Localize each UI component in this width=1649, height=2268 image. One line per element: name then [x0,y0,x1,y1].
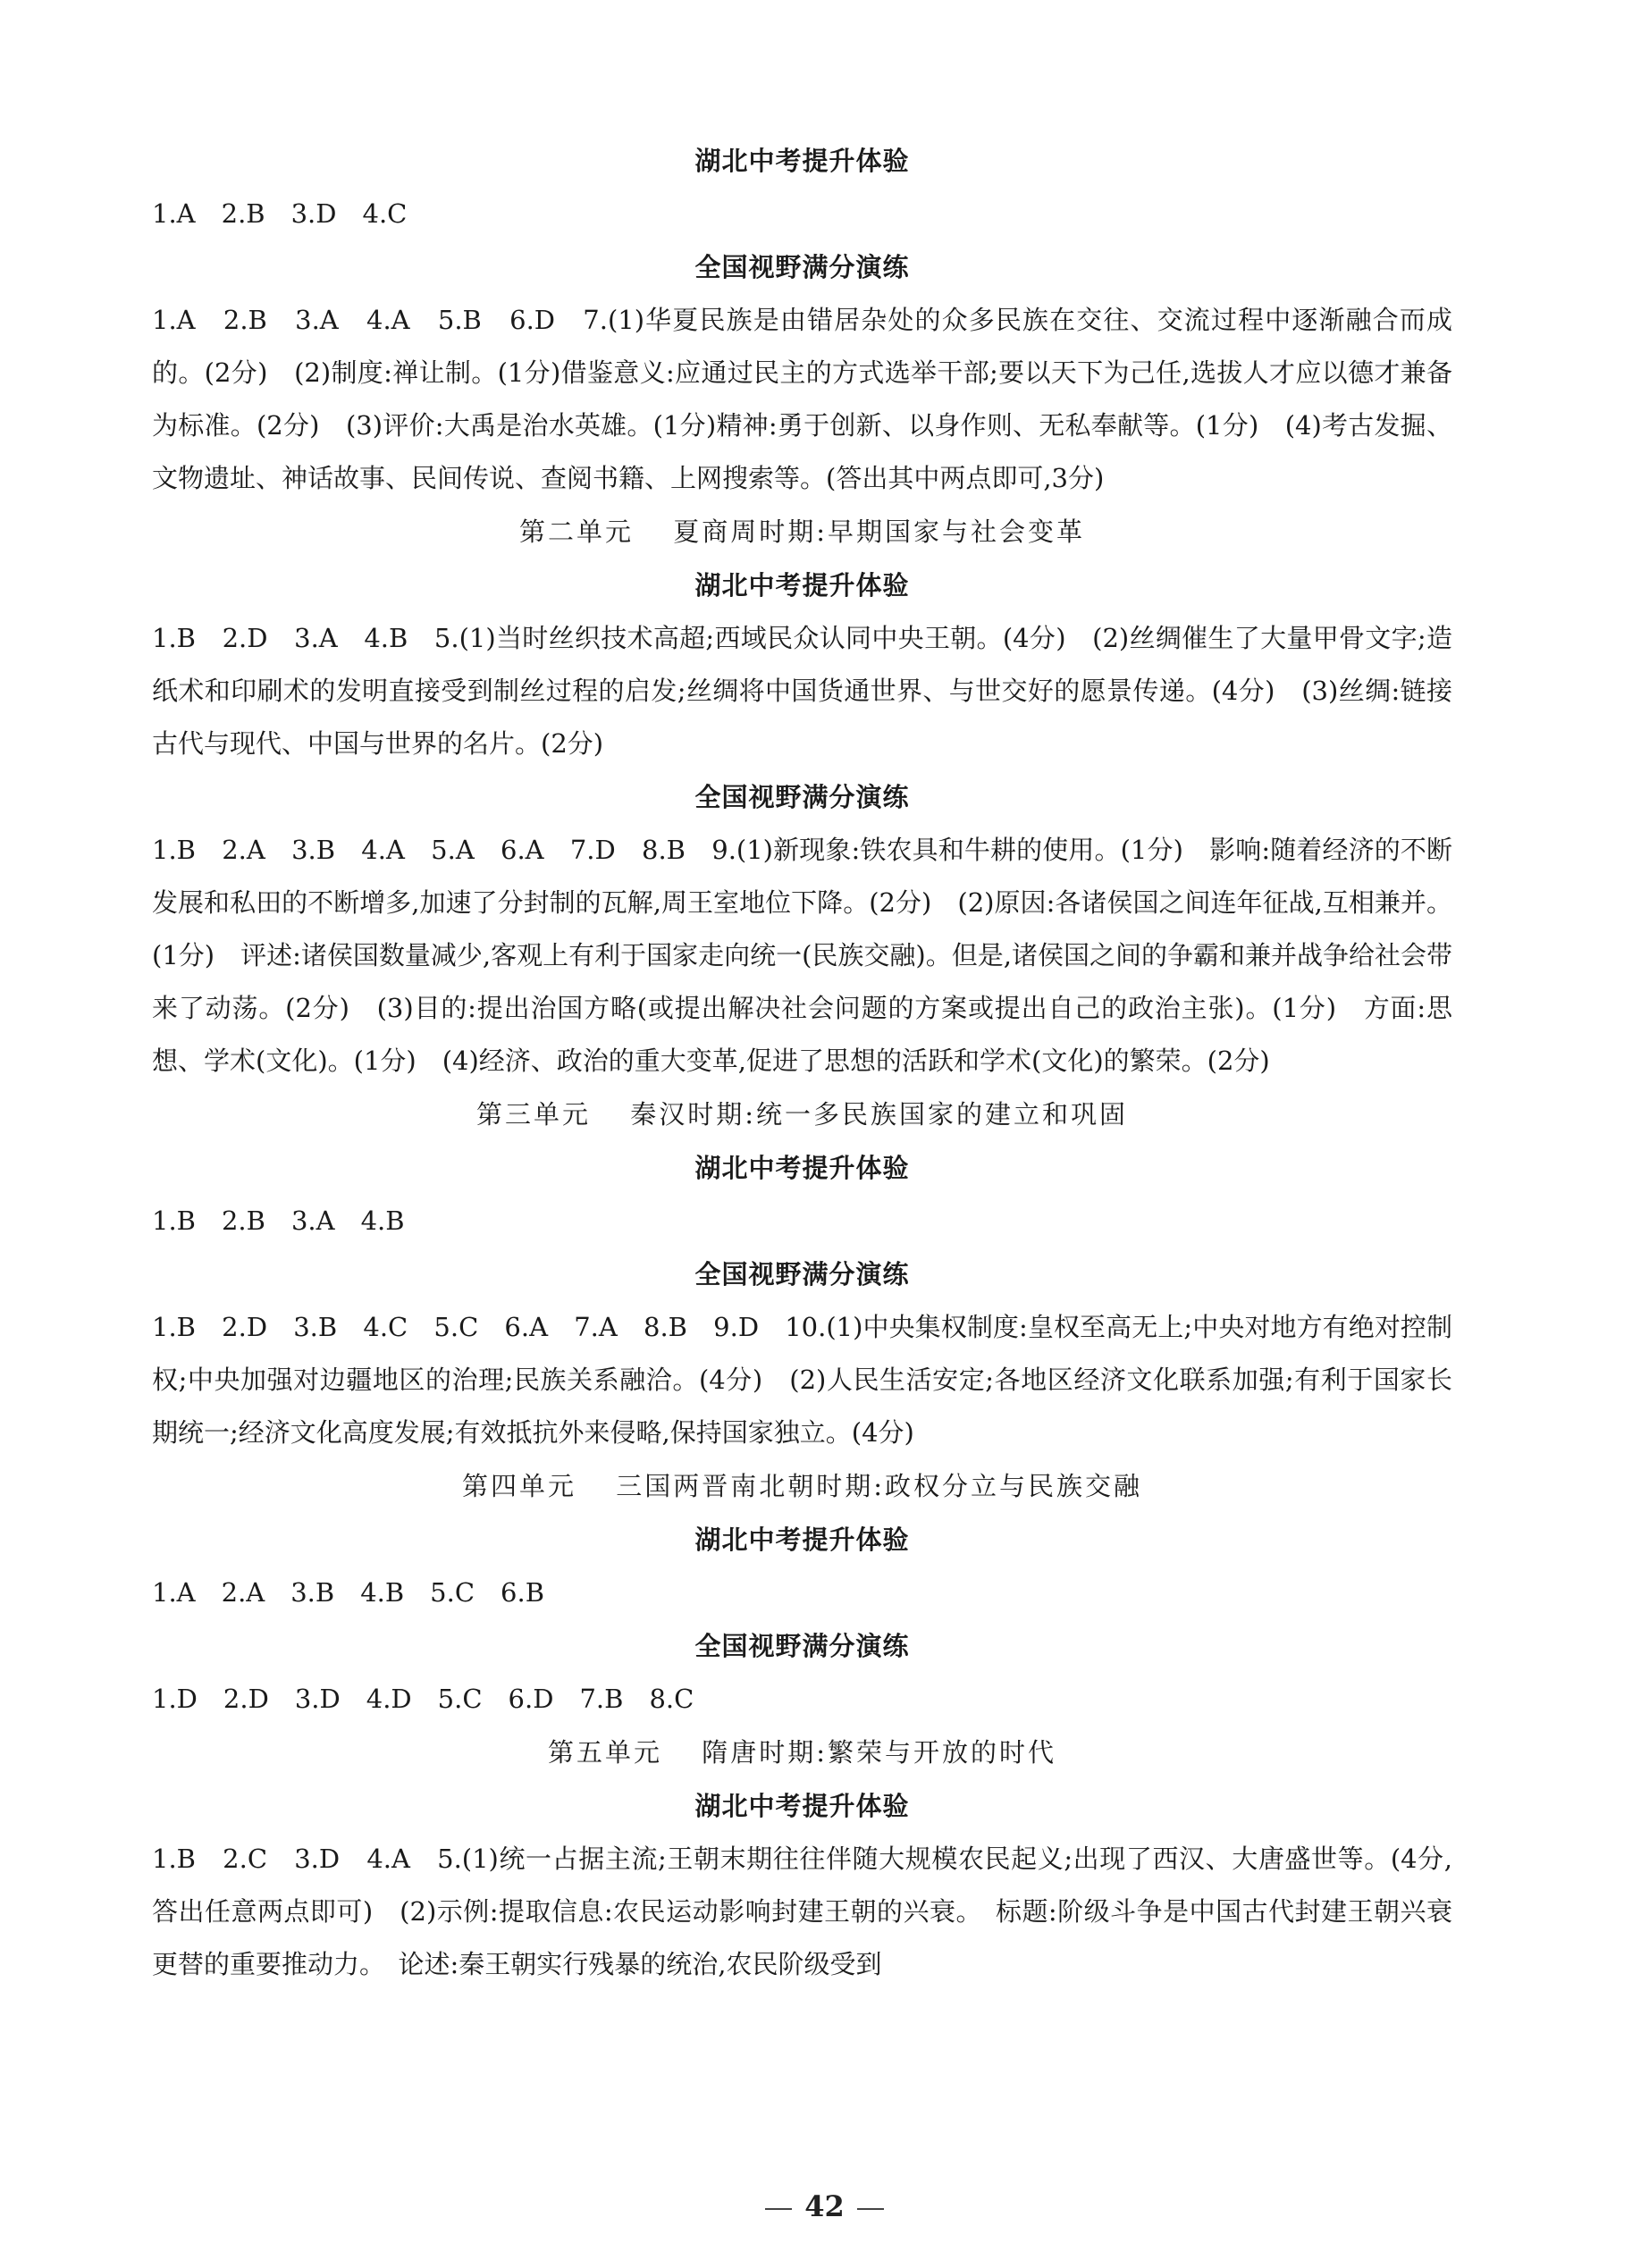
answer-paragraph: 1.B 2.D 3.A 4.B 5.(1)当时丝织技术高超;西域民众认同中央王朝。(4分) (2)丝绸催生了大量甲骨文字;造纸术和印刷术的发明直接受到制丝过程的启发;丝绸将中国货通世界、与世交好的愿景传递。(4分) (3)丝绸:链接古代与现代、中国与世界的名片。(2分) [152,623,1452,759]
page-number: 42 [804,2189,845,2223]
footer-dash-left [765,2208,792,2210]
unit-title: 第三单元 秦汉时期:统一多民族国家的建立和巩固 [476,1099,1128,1130]
answer-paragraph: 1.B 2.D 3.B 4.C 5.C 6.A 7.A 8.B 9.D 10.(1)中央集权制度:皇权至高无上;中央对地方有绝对控制权;中央加强对边疆地区的治理;民族关系融洽。(4分) (2)人民生活安定;各地区经济文化联系加强;有利于国家长期统一;经济文化高度发展;有效抵抗外来侵略,保持国家独立。(4分) [152,1312,1452,1448]
answer-paragraph: 1.B 2.C 3.D 4.A 5.(1)统一占据主流;王朝末期往往伴随大规模农民起义;出现了西汉、大唐盛世等。(4分,答出任意两点即可) (2)示例:提取信息:农民运动影响封建王朝的兴衰。 标题:阶级斗争是中国古代封建王朝兴衰更替的重要推动力。 论述:秦王朝实行残暴的统治,农民阶级受到 [152,1844,1452,1979]
section-heading: 全国视野满分演练 [694,252,910,282]
section-heading: 湖北中考提升体验 [694,570,910,601]
section-heading: 全国视野满分演练 [694,782,910,812]
answer-paragraph: 1.B 2.A 3.B 4.A 5.A 6.A 7.D 8.B 9.(1)新现象:铁农具和牛耕的使用。(1分) 影响:随着经济的不断发展和私田的不断增多,加速了分封制的瓦解,周王室地位下降。(2分) (2)原因:各诸侯国之间连年征战,互相兼并。(1分) 评述:诸侯国数量减少,客观上有利于国家走向统一(民族交融)。但是,诸侯国之间的争霸和兼并战争给社会带来了动荡。(2分) (3)目的:提出治国方略(或提出解决社会问题的方案或提出自己的政治主张)。(1分) 方面:思想、学术(文化)。(1分) (4)经济、政治的重大变革,促进了思想的活跃和学术(文化)的繁荣。(2分) [152,835,1452,1076]
section-heading: 湖北中考提升体验 [694,146,910,176]
page-footer [0,2189,1649,2223]
footer-dash-right [857,2208,884,2210]
section-heading: 湖北中考提升体验 [694,1525,910,1555]
section-heading: 全国视野满分演练 [694,1631,910,1661]
section-heading: 湖北中考提升体验 [694,1153,910,1183]
unit-title: 第二单元 夏商周时期:早期国家与社会变革 [519,517,1085,547]
answer-paragraph: 1.A 2.B 3.A 4.A 5.B 6.D 7.(1)华夏民族是由错居杂处的众多民族在交往、交流过程中逐渐融合而成的。(2分) (2)制度:禅让制。(1分)借鉴意义:应通过民主的方式选举干部;要以天下为己任,选拔人才应以德才兼备为标准。(2分) (3)评价:大禹是治水英雄。(1分)精神:勇于创新、以身作则、无私奉献等。(1分) (4)考古发掘、文物遗址、神话故事、民间传说、查阅书籍、上网搜索等。(答出其中两点即可,3分) [152,305,1452,493]
answer-line: 1.A 2.A 3.B 4.B 5.C 6.B [152,1577,545,1608]
answer-line: 1.B 2.B 3.A 4.B [152,1205,405,1236]
unit-title: 第四单元 三国两晋南北朝时期:政权分立与民族交融 [462,1471,1142,1501]
unit-title: 第五单元 隋唐时期:繁荣与开放的时代 [548,1737,1056,1768]
section-heading: 全国视野满分演练 [694,1259,910,1289]
answer-line: 1.A 2.B 3.D 4.C [152,198,408,229]
answer-line: 1.D 2.D 3.D 4.D 5.C 6.D 7.B 8.C [152,1684,694,1714]
answer-page [152,134,1452,1991]
section-heading: 湖北中考提升体验 [694,1791,910,1821]
